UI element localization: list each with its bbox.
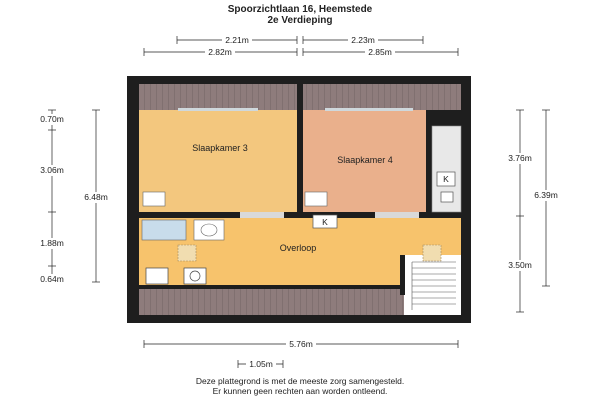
- toilet: [201, 224, 217, 236]
- window-s4: [325, 108, 413, 111]
- dim-bottom-total: 5.76m: [289, 339, 313, 349]
- washing-machine: [146, 268, 168, 284]
- dryer: [184, 268, 206, 284]
- disclaimer-line-1: Deze plattegrond is met de meeste zorg samengesteld.: [195, 376, 405, 386]
- plan-title: Spoorzichtlaan 16, Heemstede: [227, 4, 373, 15]
- dim-left-d: 0.64m: [40, 274, 64, 284]
- dim-top-right-outer: 2.85m: [368, 47, 392, 57]
- cabinet-hall-label: K: [322, 217, 328, 227]
- ceiling-light-stair: [423, 245, 441, 261]
- door-s4: [375, 212, 419, 218]
- cabinet-right-label: K: [443, 174, 449, 184]
- window-s3: [178, 108, 258, 111]
- wall-overloop-bottom: [139, 285, 404, 289]
- ceiling-light-hall: [178, 245, 196, 261]
- dim-right-b: 3.50m: [508, 260, 532, 270]
- label-slaapkamer-3: Slaapkamer 3: [192, 143, 248, 153]
- disclaimer-line-2: Er kunnen geen rechten aan worden ontleend.: [212, 386, 388, 396]
- stairwell: [404, 255, 461, 315]
- dim-left-b: 3.06m: [40, 165, 64, 175]
- dim-top-left-inner: 2.21m: [225, 35, 249, 45]
- label-slaapkamer-4: Slaapkamer 4: [337, 155, 393, 165]
- dim-left-total: 6.48m: [84, 192, 108, 202]
- washbasin: [142, 220, 186, 240]
- label-overloop: Overloop: [279, 243, 317, 253]
- dim-top-left-outer: 2.82m: [208, 47, 232, 57]
- dim-left-a: 0.70m: [40, 114, 64, 124]
- radiator-s3: [143, 192, 165, 206]
- sink-right: [441, 192, 453, 202]
- wall-closet-top: [426, 120, 461, 126]
- dim-right-total: 6.39m: [534, 190, 558, 200]
- dim-bottom-small: 1.05m: [249, 359, 273, 369]
- wall-bedrooms-divider: [297, 84, 303, 218]
- floor-subtitle: 2e Verdieping: [267, 15, 333, 26]
- door-s3: [240, 212, 284, 218]
- dim-left-c: 1.88m: [40, 238, 64, 248]
- radiator-s4: [305, 192, 327, 206]
- roof-slope-bottom: [139, 287, 404, 315]
- dim-right-a: 3.76m: [508, 153, 532, 163]
- wall-closet: [426, 120, 432, 218]
- dim-top-right-inner: 2.23m: [351, 35, 375, 45]
